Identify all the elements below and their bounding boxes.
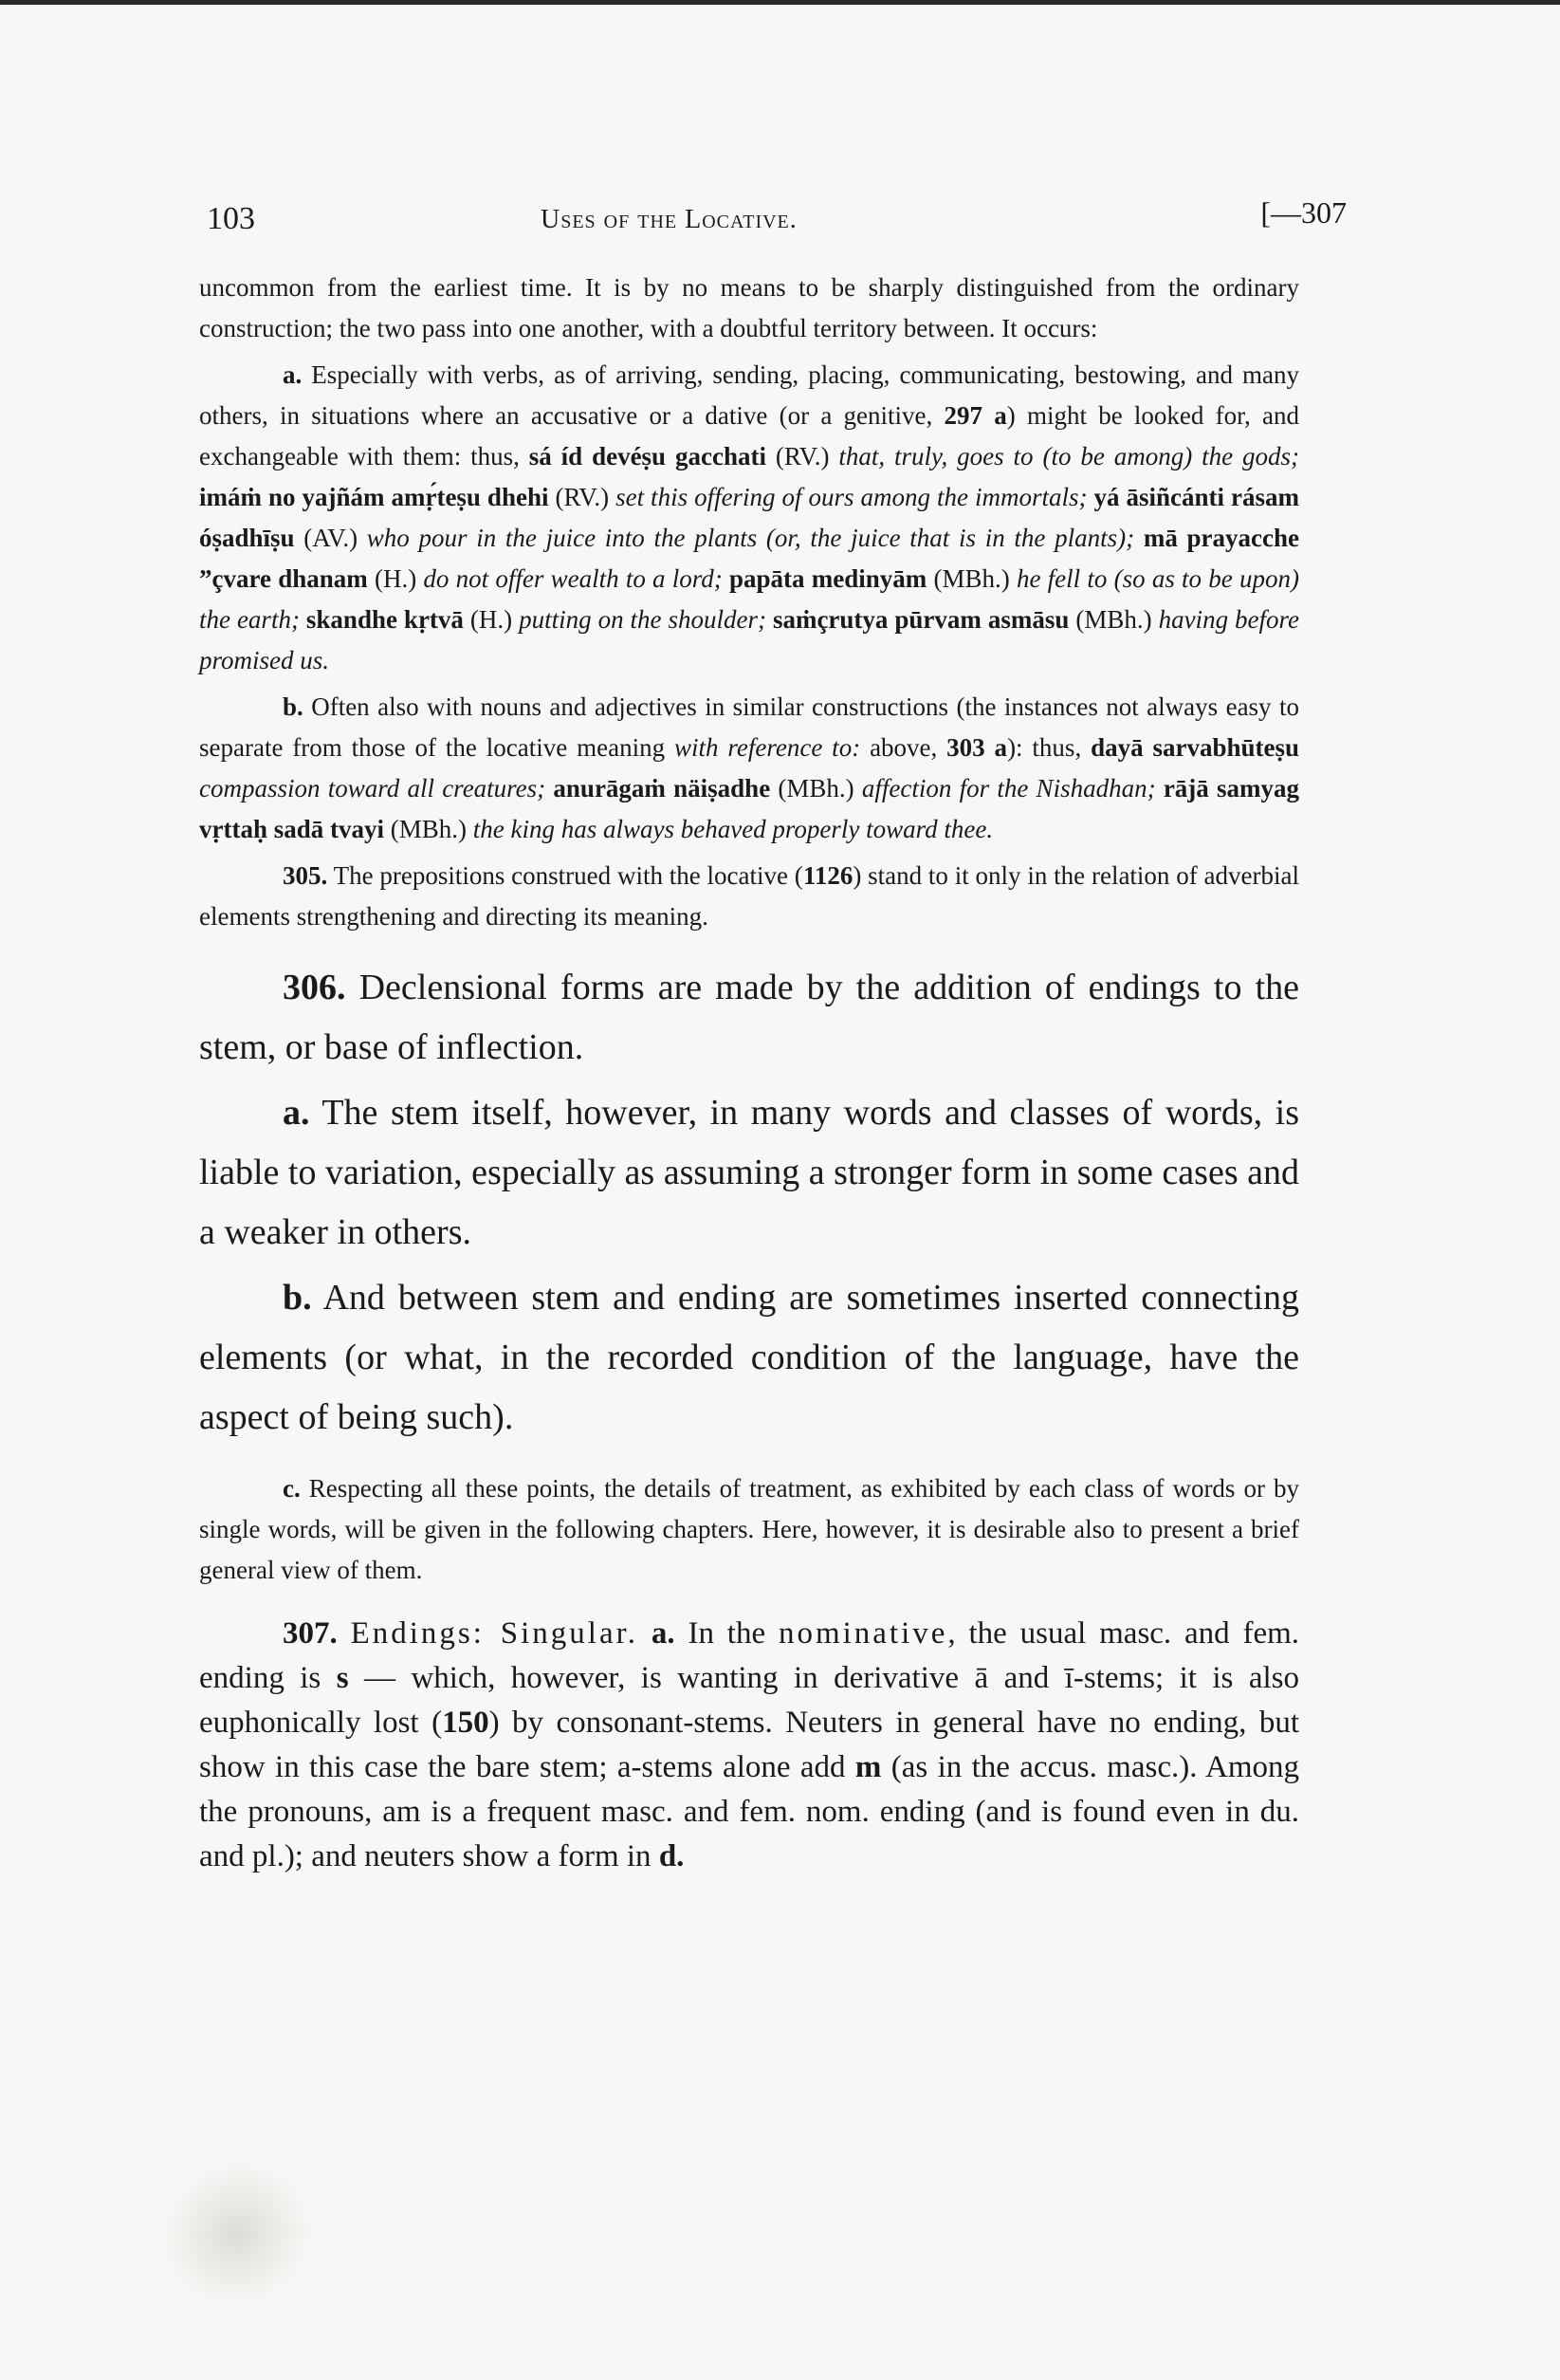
- text-run: (RV.): [548, 483, 616, 511]
- text-run: (H.): [367, 564, 424, 593]
- text-run: The stem itself, however, in many words and classes of words, is liable to variation, especially as assuming a stronger form in some cases and a weaker in others.: [199, 1093, 1299, 1252]
- paragraph-306c: [199, 1468, 1299, 1591]
- text-run: c.: [283, 1474, 301, 1503]
- text-run: nominative: [778, 1616, 948, 1651]
- text-run: a.: [283, 360, 303, 389]
- text-run: ) stand to it only in the relation of adverbial elements strengthening and directing its meaning.: [199, 861, 1299, 931]
- text-run: 297 a: [944, 401, 1007, 430]
- text-run: [1088, 483, 1094, 511]
- text-run: (H.): [463, 605, 520, 634]
- text-run: ) by consonant-stems. Neuters in general have no ending, but show in this case the bare stem; a-stems alone add: [199, 1706, 1299, 1784]
- text-run: (AV.): [294, 524, 367, 552]
- text-run: In the: [674, 1616, 779, 1651]
- text-run: rājā samyag vṛttaḥ sadā tvayi: [199, 774, 1300, 843]
- text-run: the king has always behaved properly toward thee.: [472, 815, 994, 843]
- text-run: ) might be looked for, and exchangeable with them: thus,: [199, 401, 1300, 470]
- text-run: saṁçrutya pūrvam asmāsu: [772, 605, 1070, 634]
- text-run: (MBh.): [1069, 605, 1159, 634]
- text-run: with reference to:: [673, 733, 861, 762]
- text-run: [723, 564, 729, 593]
- text-run: Respecting all these points, the details of treatment, as exhibited by each class of words or by single words, will be given in the following chapters. Here, however, it is desirable also to present a brief general view of them.: [199, 1474, 1299, 1584]
- text-run: [300, 605, 306, 634]
- text-run: above,: [860, 733, 947, 762]
- text-run: having before promised us.: [199, 605, 1300, 674]
- text-run: yá āsiñcánti rásam óṣadhīṣu: [199, 483, 1300, 552]
- text-run: uncommon from the earliest time. It is by no means to be sharply distinguished from the ordinary construction; the two pass into one another, with a doubtful territory between. It occurs:: [199, 273, 1299, 342]
- section-reference: [—307: [1260, 195, 1347, 230]
- text-run: dayā sarvabhūteṣu: [1091, 733, 1300, 762]
- text-run: compassion toward all creatures;: [199, 774, 546, 803]
- text-run: 1126: [802, 861, 853, 890]
- page-number: 103: [207, 201, 255, 236]
- paragraph-305: [199, 856, 1299, 937]
- text-run: mā prayacche ”çvare dhanam: [199, 524, 1299, 593]
- text-run: (as in the accus. masc.). Among the pronouns, am is a frequent masc. and fem. nom. ending (and is found even in du. and pl.); and neuters show a form in: [199, 1750, 1300, 1873]
- page-header: [199, 190, 1347, 247]
- paragraph-306a: [199, 1083, 1299, 1263]
- text-run: (RV.): [765, 442, 839, 470]
- text-run: , the usual masc. and fem. ending is: [199, 1616, 1300, 1695]
- text-run: ): thus,: [1007, 733, 1092, 762]
- text-run: (MBh.): [384, 815, 473, 843]
- text-run: a.: [283, 1093, 310, 1133]
- text-run: papāta medinyām: [729, 564, 927, 593]
- text-run: [338, 1616, 351, 1651]
- text-run: [1156, 774, 1164, 803]
- text-run: anurāgaṁ näiṣadhe: [553, 774, 771, 803]
- text-run: sá íd devéṣu gacchati: [528, 442, 766, 470]
- text-run: skandhe kṛtvā: [305, 605, 464, 634]
- text-run: m: [854, 1750, 882, 1784]
- text-run: a.: [651, 1616, 675, 1651]
- text-run: [1134, 524, 1144, 552]
- paragraph-306: [199, 958, 1299, 1078]
- text-run: (MBh.): [770, 774, 862, 803]
- text-run: 303 a: [946, 733, 1008, 762]
- text-run: 305.: [283, 861, 328, 890]
- paragraph-306b: [199, 1268, 1299, 1448]
- text-run: The prepositions construed with the locative (: [327, 861, 803, 890]
- text-run: who pour in the juice into the plants (or, the juice that is in the plants);: [366, 524, 1135, 552]
- text-run: And between stem and ending are sometimes inserted connecting elements (or what, in the recorded condition of the language, have the aspect of being such).: [199, 1278, 1299, 1437]
- text-run: 307.: [283, 1616, 338, 1651]
- paragraph-307: [199, 1612, 1299, 1879]
- text-run: 306.: [283, 968, 346, 1007]
- text-run: Declensional forms are made by the addition of endings to the stem, or base of inflection.: [199, 968, 1299, 1067]
- text-run: 150: [442, 1706, 489, 1740]
- text-run: — which, however, is wanting in derivative ā and ī-stems; it is also euphonically lost (: [199, 1661, 1299, 1740]
- paragraph-intro: [199, 268, 1299, 349]
- book-page: [199, 190, 1347, 1879]
- text-run: set this offering of ours among the immortals;: [615, 483, 1088, 511]
- paragraph-304b: [199, 687, 1299, 850]
- paragraph-304a: [199, 355, 1299, 681]
- text-run: that, truly, goes to (to be among) the gods;: [838, 442, 1299, 470]
- text-run: (MBh.): [927, 564, 1017, 593]
- text-run: Often also with nouns and adjectives in similar constructions (the instances not always easy to separate from those of the locative meaning: [199, 692, 1299, 762]
- text-run: do not offer wealth to a lord;: [423, 564, 723, 593]
- text-run: b.: [283, 1278, 312, 1318]
- text-run: d.: [658, 1839, 685, 1873]
- scan-border: [0, 0, 1560, 5]
- text-run: b.: [283, 692, 303, 721]
- text-run: imáṁ no yajñám amṛ́teṣu dhehi: [199, 483, 549, 511]
- text-run: s: [336, 1661, 349, 1695]
- text-run: Especially with verbs, as of arriving, sending, placing, communicating, bestowing, and many others, in situations where an accusative or a dative (or a genitive,: [199, 360, 1299, 430]
- text-run: Endings: Singular.: [350, 1616, 639, 1651]
- text-run: [638, 1616, 652, 1651]
- text-run: affection for the Nishadhan;: [861, 774, 1156, 803]
- text-run: [766, 605, 773, 634]
- paper-stain: [136, 2134, 339, 2334]
- text-run: he fell to (so as to be upon) the earth;: [199, 564, 1299, 634]
- running-title: Uses of the Locative.: [541, 205, 798, 234]
- text-run: putting on the shoulder;: [519, 605, 766, 634]
